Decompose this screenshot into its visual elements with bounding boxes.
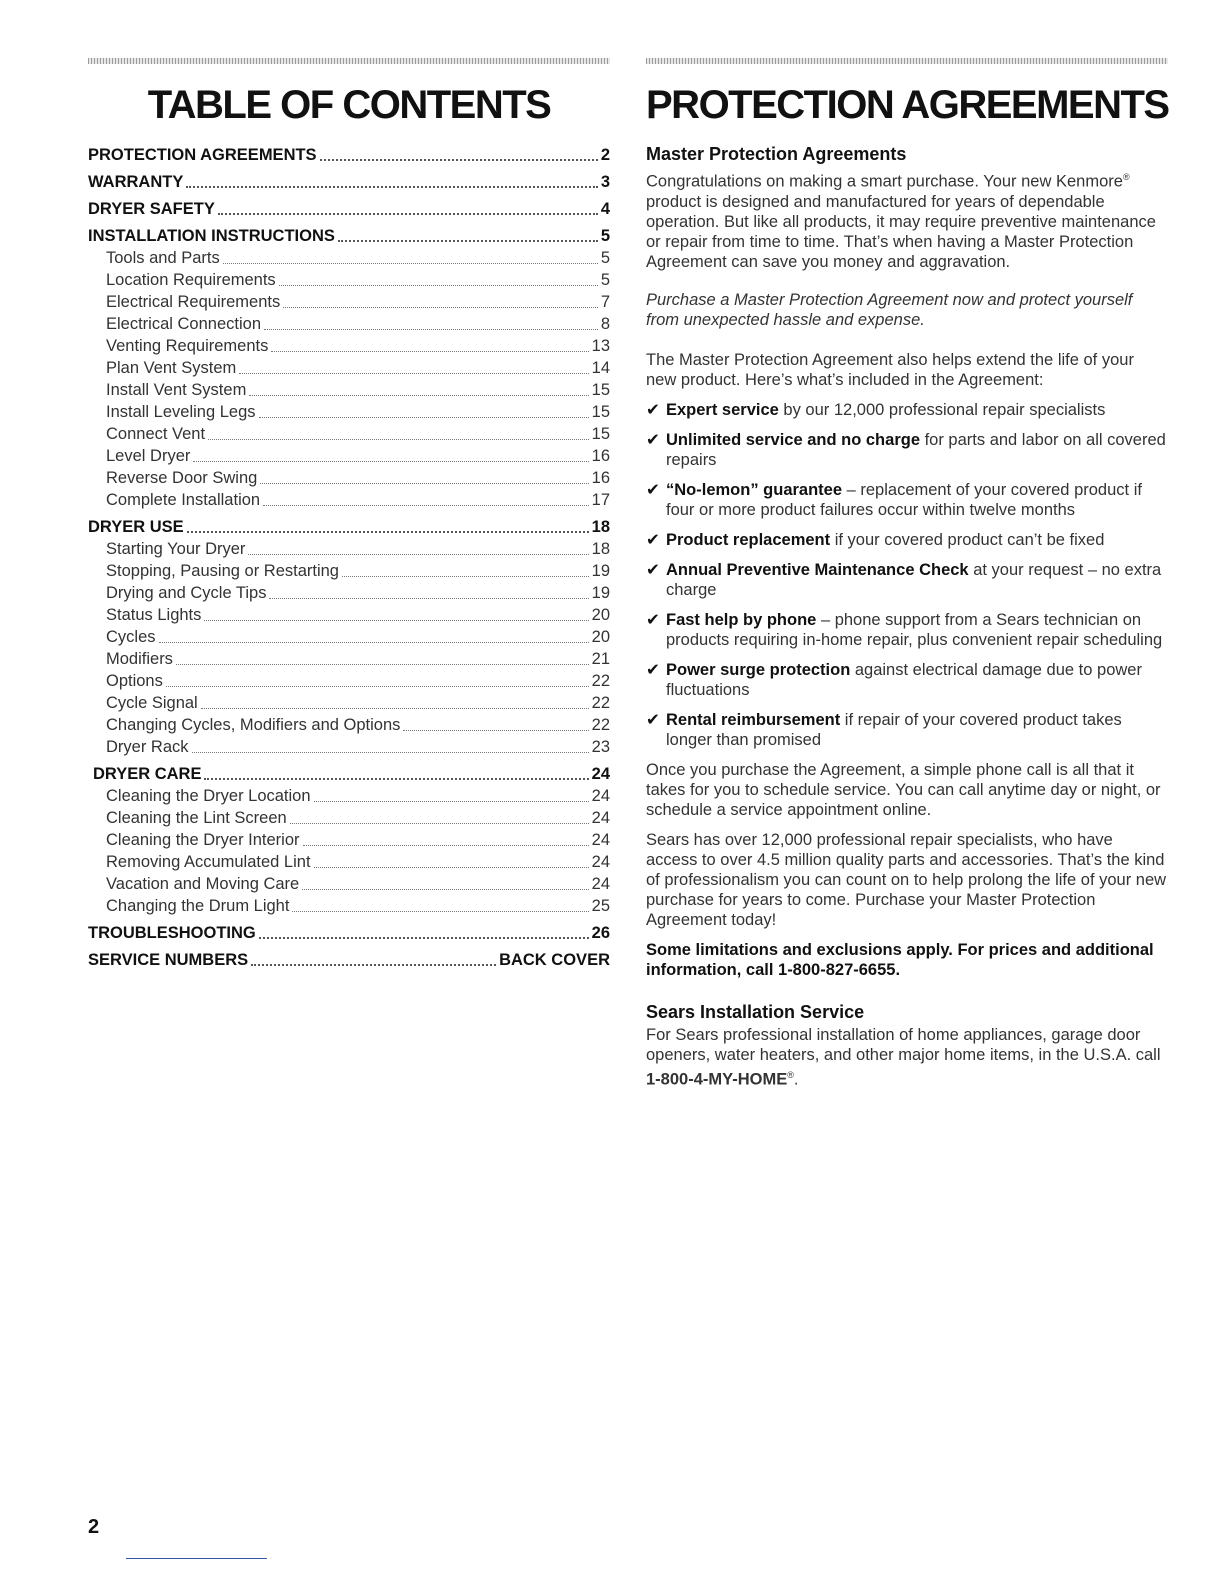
toc-entry-label: Cycles — [106, 628, 156, 646]
toc-entry-page: 3 — [600, 173, 610, 191]
toc-entry-page: 14 — [591, 359, 610, 377]
toc-leader-dots — [218, 213, 598, 215]
toc-entry-page: 18 — [591, 518, 610, 536]
toc-entry-page: 22 — [591, 716, 610, 734]
toc-leader-dots — [269, 598, 588, 599]
protection-title: PROTECTION AGREEMENTS — [646, 83, 1169, 127]
toc-leader-dots — [176, 664, 589, 665]
benefit-item — [646, 560, 1168, 600]
benefit-title: Fast help by phone — [666, 610, 817, 629]
toc-leader-dots — [314, 801, 589, 802]
toc-entry-label: Drying and Cycle Tips — [106, 584, 267, 602]
toc-leader-dots — [186, 186, 597, 188]
toc-entry-label: DRYER CARE — [93, 765, 202, 783]
toc-entry-page: 24 — [591, 765, 610, 783]
italic-paragraph: Purchase a Master Protection Agreement now and protect yourself from unexpected hassle and expense. — [646, 290, 1133, 329]
toc-entry-page: 8 — [600, 315, 610, 333]
toc-entry-page: 24 — [591, 787, 610, 805]
check-icon: ✔ — [646, 400, 660, 419]
toc-leader-dots — [259, 417, 589, 418]
toc-entry-label: DRYER SAFETY — [88, 200, 215, 218]
intro-paragraph: Congratulations on making a smart purchase. Your new Kenmore® product is designed and manufactured for years of dependable operation. But like all products, it may require preventive maintenance or repair from time to time. That’s when having a Master Protection Agreement can save you money and aggravation. — [646, 172, 1156, 271]
toc-entry-label: Reverse Door Swing — [106, 469, 258, 487]
toc-entry[interactable] — [88, 807, 610, 829]
benefit-text: at your request – no extra charge — [666, 560, 1162, 599]
toc-leader-dots — [193, 461, 588, 462]
sears-paragraph: Sears has over 12,000 professional repair specialists, who have access to over 4.5 million quality parts and accessories. That’s the kind of professionalism you can count on to help prolong the life of your new purchase for years to come. Purchase your Master Protection Agreement today! — [646, 830, 1167, 929]
check-icon: ✔ — [646, 710, 660, 729]
toc-entry-label: Status Lights — [106, 606, 202, 624]
toc-entry[interactable] — [88, 873, 610, 895]
toc-entry[interactable] — [88, 144, 610, 166]
toc-entry-label: Location Requirements — [106, 271, 276, 289]
toc-entry-page: 5 — [600, 271, 610, 289]
once-paragraph: Once you purchase the Agreement, a simple phone call is all that it takes for you to schedule service. You can call anytime day or night, or schedule a service appointment online. — [646, 760, 1161, 819]
toc-entry-label: Electrical Requirements — [106, 293, 281, 311]
toc-entry-page: 15 — [591, 425, 610, 443]
toc-entry[interactable] — [88, 582, 610, 604]
toc-entry[interactable] — [88, 736, 610, 758]
toc-entry-label: PROTECTION AGREEMENTS — [88, 146, 317, 164]
benefit-text: if your covered product can’t be fixed — [830, 530, 1105, 549]
toc-leader-dots — [302, 889, 588, 890]
toc-entry-page: 21 — [591, 650, 610, 668]
toc-leader-dots — [187, 531, 589, 533]
benefit-text: – phone support from a Sears technician on products requiring in-home repair, plus convenient repair scheduling — [666, 610, 1163, 649]
check-icon: ✔ — [646, 480, 660, 499]
toc-entry[interactable] — [88, 423, 610, 445]
toc-leader-dots — [342, 576, 589, 577]
protection-column — [646, 58, 1168, 1099]
top-rule — [646, 58, 1168, 64]
toc-entry[interactable] — [88, 225, 610, 247]
toc-entry[interactable] — [88, 171, 610, 193]
toc-entry[interactable] — [88, 445, 610, 467]
toc-entry-label: Tools and Parts — [106, 249, 220, 267]
toc-leader-dots — [263, 505, 589, 506]
toc-entry-label: Install Leveling Legs — [106, 403, 256, 421]
benefit-text: for parts and labor on all covered repairs — [666, 430, 1166, 469]
benefit-item — [646, 710, 1168, 750]
check-icon: ✔ — [646, 560, 660, 579]
check-icon: ✔ — [646, 610, 660, 629]
toc-entry-label: Starting Your Dryer — [106, 540, 246, 558]
toc-entry-label: Electrical Connection — [106, 315, 261, 333]
install-heading: Sears Installation Service — [646, 1001, 865, 1022]
toc-entry-page: 7 — [600, 293, 610, 311]
benefit-item — [646, 530, 1168, 550]
toc-entry[interactable] — [88, 198, 610, 220]
extend-paragraph: The Master Protection Agreement also helps extend the life of your new product. Here’s what’s included in the Agreement: — [646, 350, 1134, 389]
toc-entry-page: 25 — [591, 897, 610, 915]
toc-entry-page: 22 — [591, 694, 610, 712]
toc-entry-page: 16 — [591, 447, 610, 465]
toc-leader-dots — [251, 964, 496, 966]
toc-leader-dots — [264, 329, 598, 330]
check-icon: ✔ — [646, 530, 660, 549]
toc-entry[interactable] — [88, 895, 610, 917]
check-icon: ✔ — [646, 430, 660, 449]
toc-entry-label: SERVICE NUMBERS — [88, 951, 249, 969]
toc-leader-dots — [249, 395, 588, 396]
toc-leader-dots — [403, 730, 588, 731]
benefit-item — [646, 480, 1168, 520]
toc-entry[interactable] — [88, 269, 610, 291]
master-heading: Master Protection Agreements — [646, 144, 907, 164]
footer-line — [126, 1558, 267, 1559]
toc-entry[interactable] — [88, 357, 610, 379]
toc-leader-dots — [166, 686, 589, 687]
benefit-title: Unlimited service and no charge — [666, 430, 920, 449]
toc-entry[interactable] — [88, 604, 610, 626]
toc-entry-label: Removing Accumulated Lint — [106, 853, 311, 871]
toc-entry-label: Changing Cycles, Modifiers and Options — [106, 716, 401, 734]
benefit-text: by our 12,000 professional repair specialists — [778, 400, 1106, 419]
toc-leader-dots — [283, 307, 598, 308]
toc-entry-label: Stopping, Pausing or Restarting — [106, 562, 339, 580]
toc-entry[interactable] — [88, 922, 610, 944]
toc-entry-page: 4 — [600, 200, 610, 218]
toc-entry-label: Cleaning the Lint Screen — [106, 809, 287, 827]
toc-entry[interactable] — [88, 714, 610, 736]
toc-entry-page: 18 — [591, 540, 610, 558]
toc-leader-dots — [248, 554, 588, 555]
toc-entry[interactable] — [88, 670, 610, 692]
install-paragraph: For Sears professional installation of home appliances, garage door openers, water heaters, and other major home items, in the U.S.A. call 1-800-4-MY-HOME®. — [646, 1025, 1161, 1088]
toc-entry-page: 24 — [591, 809, 610, 827]
toc-entry-page: 2 — [600, 146, 610, 164]
toc-entry-label: Cleaning the Dryer Interior — [106, 831, 300, 849]
toc-entry[interactable] — [88, 626, 610, 648]
toc-leader-dots — [290, 823, 589, 824]
top-rule — [88, 58, 610, 64]
toc-entry-label: Cleaning the Dryer Location — [106, 787, 311, 805]
toc-entry[interactable] — [88, 785, 610, 807]
toc-entry-page: 24 — [591, 831, 610, 849]
toc-entry-page: 17 — [591, 491, 610, 509]
toc-entry-page: 16 — [591, 469, 610, 487]
toc-leader-dots — [223, 263, 598, 264]
toc-entry-page: 19 — [591, 562, 610, 580]
toc-entry-label: Plan Vent System — [106, 359, 237, 377]
toc-entry-page: 24 — [591, 853, 610, 871]
toc-entry-page: 24 — [591, 875, 610, 893]
toc-entry[interactable] — [88, 379, 610, 401]
toc-entry[interactable] — [88, 313, 610, 335]
toc-entry[interactable] — [88, 516, 610, 538]
toc-leader-dots — [159, 642, 589, 643]
toc-entry[interactable] — [88, 648, 610, 670]
toc-leader-dots — [260, 483, 588, 484]
toc-entry[interactable] — [88, 538, 610, 560]
toc-leader-dots — [271, 351, 588, 352]
toc-entry-page: 20 — [591, 628, 610, 646]
toc-entry-page: 15 — [591, 381, 610, 399]
benefit-item — [646, 430, 1168, 470]
toc-entry-page: 5 — [600, 249, 610, 267]
toc-entry-label: Dryer Rack — [106, 738, 189, 756]
toc-leader-dots — [239, 373, 588, 374]
toc-entry[interactable] — [88, 692, 610, 714]
toc-entry-page: 26 — [591, 924, 610, 942]
toc-entry-label: Changing the Drum Light — [106, 897, 290, 915]
limitations-paragraph: Some limitations and exclusions apply. For prices and additional information, call 1-800-827-6655. — [646, 940, 1154, 979]
benefit-list — [646, 400, 1168, 750]
toc-entry-label: Install Vent System — [106, 381, 247, 399]
toc-leader-dots — [204, 778, 588, 780]
toc-entry-label: Venting Requirements — [106, 337, 269, 355]
benefit-title: Product replacement — [666, 530, 831, 549]
benefit-text: against electrical damage due to power fluctuations — [666, 660, 1142, 699]
toc-entry-label: Connect Vent — [106, 425, 206, 443]
toc-entry[interactable] — [88, 489, 610, 511]
toc-entry-label: Vacation and Moving Care — [106, 875, 300, 893]
benefit-item — [646, 400, 1168, 420]
toc-entry-page: 5 — [600, 227, 610, 245]
toc-leader-dots — [208, 439, 589, 440]
page-number: 2 — [88, 1516, 100, 1538]
toc-leader-dots — [192, 752, 589, 753]
toc-entry[interactable] — [88, 467, 610, 489]
toc-entry[interactable] — [88, 851, 610, 873]
toc-leader-dots — [314, 867, 589, 868]
toc-title: TABLE OF CONTENTS — [147, 83, 551, 127]
toc-entry-page: 13 — [591, 337, 610, 355]
toc-entry-page: 19 — [591, 584, 610, 602]
toc-entry[interactable] — [88, 949, 610, 971]
toc-leader-dots — [320, 159, 598, 161]
toc-leader-dots — [338, 240, 598, 242]
benefit-title: Expert service — [666, 400, 779, 419]
benefit-title: Annual Preventive Maintenance Check — [666, 560, 969, 579]
toc-entry[interactable] — [88, 291, 610, 313]
toc-entry-label: Cycle Signal — [106, 694, 198, 712]
toc-entry[interactable] — [88, 247, 610, 269]
toc-leader-dots — [201, 708, 589, 709]
toc-entry-label: TROUBLESHOOTING — [88, 924, 256, 942]
toc-leader-dots — [259, 937, 589, 939]
benefit-title: “No-lemon” guarantee — [666, 480, 843, 499]
toc-leader-dots — [204, 620, 588, 621]
toc-entry-label: Modifiers — [106, 650, 173, 668]
toc-entry[interactable] — [88, 560, 610, 582]
toc-entry-label: DRYER USE — [88, 518, 184, 536]
toc-entry-label: Complete Installation — [106, 491, 261, 509]
benefit-title: Power surge protection — [666, 660, 851, 679]
toc-leader-dots — [292, 911, 588, 912]
toc-entry-page: 20 — [591, 606, 610, 624]
toc-leader-dots — [303, 845, 589, 846]
toc-entry[interactable] — [88, 829, 610, 851]
toc-column — [88, 58, 610, 971]
toc-entry-page: 15 — [591, 403, 610, 421]
benefit-item — [646, 610, 1168, 650]
toc-entry-page: 23 — [591, 738, 610, 756]
toc-list — [88, 144, 610, 971]
toc-entry[interactable] — [88, 763, 610, 785]
toc-entry-label: WARRANTY — [88, 173, 184, 191]
toc-entry[interactable] — [88, 335, 610, 357]
check-icon: ✔ — [646, 660, 660, 679]
toc-entry-label: INSTALLATION INSTRUCTIONS — [88, 227, 335, 245]
benefit-text: if repair of your covered product takes longer than promised — [666, 710, 1122, 749]
benefit-title: Rental reimbursement — [666, 710, 841, 729]
toc-entry-label: Level Dryer — [106, 447, 191, 465]
benefit-text: – replacement of your covered product if four or more product failures occur within twelve months — [666, 480, 1142, 519]
benefit-item — [646, 660, 1168, 700]
toc-entry-page: BACK COVER — [499, 951, 610, 969]
toc-entry-label: Options — [106, 672, 163, 690]
toc-entry-page: 22 — [591, 672, 610, 690]
toc-entry[interactable] — [88, 401, 610, 423]
toc-leader-dots — [279, 285, 598, 286]
